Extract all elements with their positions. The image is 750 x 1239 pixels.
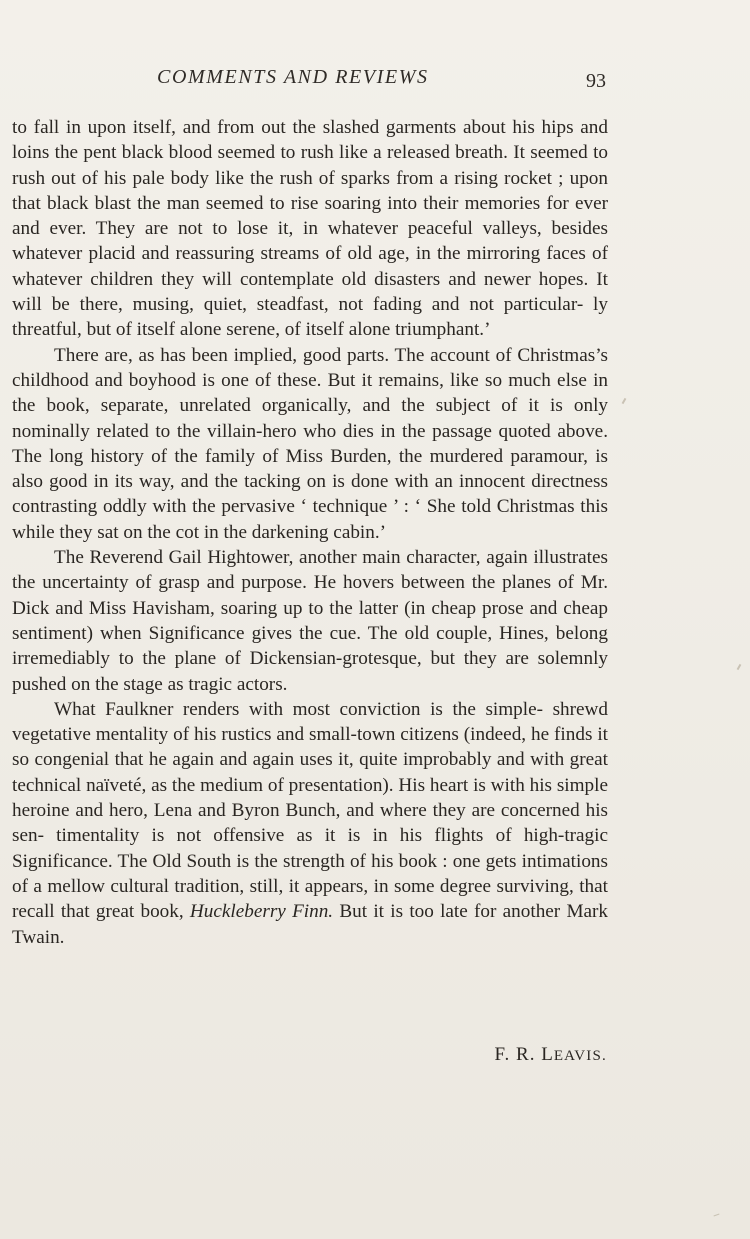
closing-sentence: But it is too late for another Mark Twain. [12,901,609,948]
page-number: 93 [586,70,606,92]
paragraph-hightower: The Reverend Gail Hightower, another main character, again illustrates the uncertainty of grasp and purpose. He hovers between the planes of Mr. Dick and Miss Havisham, soaring up to the latter (in cheap prose and cheap sentiment) when Significance gives the cue. The old couple, Hines, belong irremediably to the plane of Dickensian-grotesque, but they are solemnly pushed on the stage as tragic actors. [12,547,608,695]
author-initials: F. R. L [494,1044,554,1065]
paper-mark [622,398,627,404]
paragraph-text: What Faulkner renders with most conviction is the simple- shrewd vegetative mentality of his rustics and small-town citizens (indeed, he finds it so congenial that he again and again uses it, quite improbably and with great technical naïveté, as the medium of presentation). His heart is with his simple heroine and hero, Lena and Byron Bunch, and where they are concerned his sen- timentality is not offensive as it is in his flights of high-tragic Significance. The Old South is the strength of his book : one gets intimations of a mellow cultural tradition, still, it appears, in some degree surviving, that recall that great book, [12,698,608,923]
running-title: COMMENTS AND REVIEWS [157,66,429,88]
book-title: Huckleberry Finn. [189,901,334,923]
paragraph-faulkner-conviction [12,697,608,950]
paper-mark [737,664,742,670]
running-head [0,66,750,94]
author-surname: EAVIS. [553,1048,607,1064]
paragraph-good-parts: There are, as has been implied, good parts. The account of Christmas’s childhood and boyhood is one of these. But it remains, like so much else in the book, separate, unrelated organically, and the subject of it is only nominally related to the villain-hero who dies in the passage quoted above. The long history of the family of Miss Burden, the murdered paramour, is also good in its way, and the tacking on is done with an innocent directness contrasting oddly with the pervasive ‘ technique ’ : ‘ She told Christmas this while they sat on the cot in the darkening cabin.’ [12,344,608,543]
author-signature [0,1044,607,1066]
paper-mark [714,1214,720,1217]
paragraph-continued-quote: to fall in upon itself, and from out the slashed garments about his hips and loins the pent black blood seemed to rush like a released breath. It seemed to rush out of his pale body like the rush of sparks from a rising rocket ; upon that black blast the man seemed to rise soaring into their memories for ever and ever. They are not to lose it, in whatever peaceful valleys, besides whatever placid and reassuring streams of old age, in the mirroring faces of whatever children they will contemplate old disasters and newer hopes. It will be there, musing, quiet, steadfast, not fading and not particular- ly threatful, but of itself alone serene, of itself alone triumphant.’ [12,117,608,341]
article-body [12,115,608,950]
